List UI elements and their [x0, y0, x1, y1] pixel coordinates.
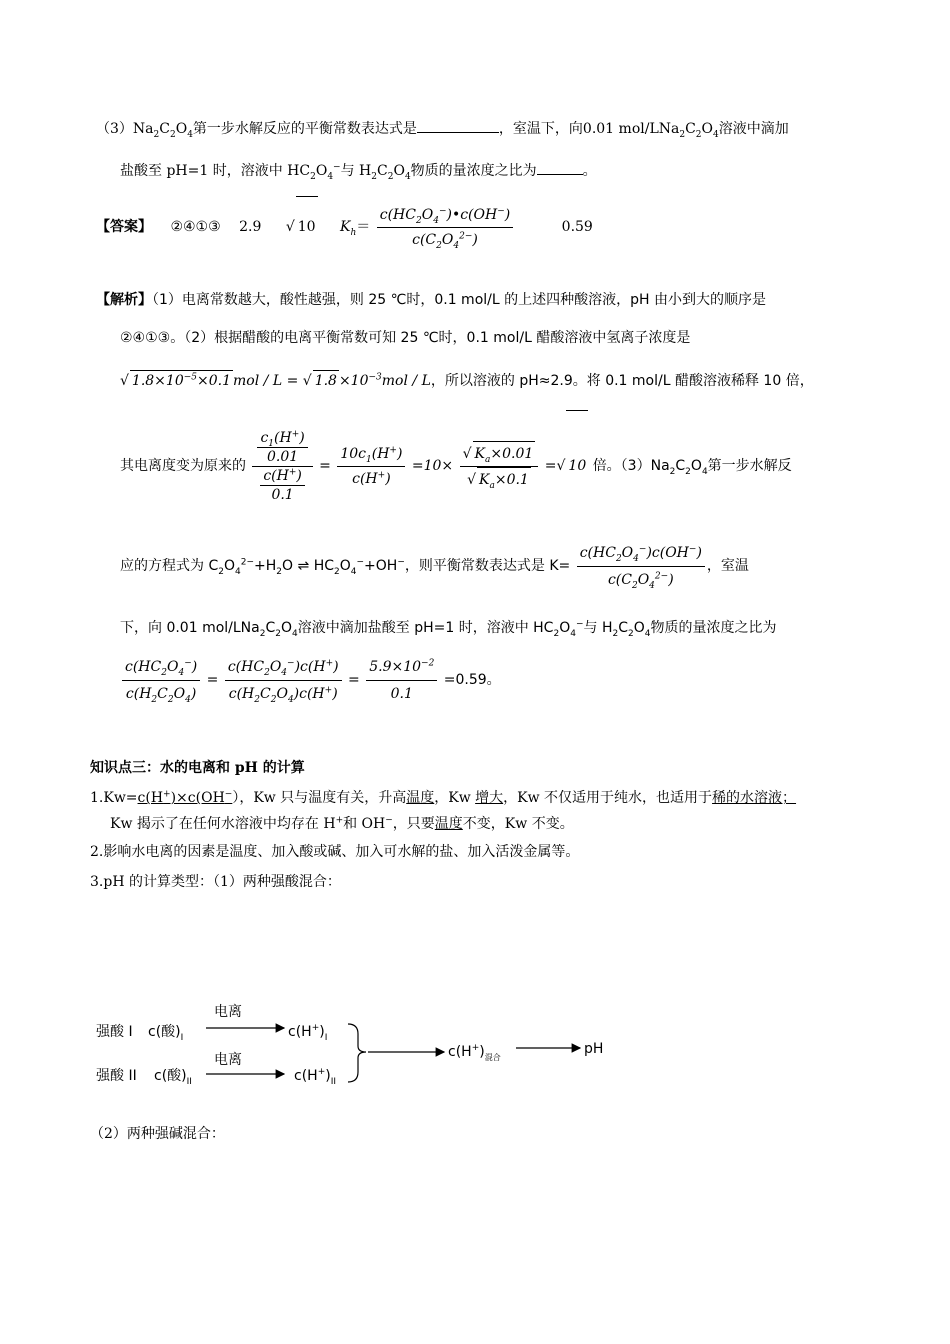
analysis-line2: ②④①③。（2）根据醋酸的电离平衡常数可知 25 ℃时，0.1 mol/L 醋酸溶液中氢离子浓度是 — [120, 330, 691, 346]
acid-mixing-diagram — [96, 996, 636, 1096]
ionize-label-1: 电离 — [214, 1004, 242, 1020]
section-item1-line2: Kw 揭示了在任何水溶液中均存在 H+和 OH−，只要温度不变，Kw 不变。 — [110, 815, 574, 832]
answer-blank — [537, 160, 583, 175]
acid2-conc: c(酸)$_{II}$ — [154, 1068, 192, 1087]
answer-ratio: 0.59 — [561, 219, 593, 235]
analysis-line6: 下，向 0.01 mol/$LNa_2C_2O_4$溶液中滴加盐酸至 pH=1 时，溶液中 $HC_2O_4^-$与 $H_2C_2O_4$物质的量浓度之比为 — [120, 619, 777, 639]
answer-line: 【答案】 ②④①③ 2.9 √ 10 $K_h=$ $\frac{c(HC_2O_4^-)•c(OH^-)}{c(C_2O_4^{2-})}$ 0.59 — [96, 196, 593, 256]
section-item3: 3.pH 的计算类型：（1）两种强酸混合： — [90, 874, 341, 890]
acid1-label: 强酸 I — [96, 1024, 133, 1040]
acid2-label: 强酸 II — [96, 1068, 137, 1084]
ionize-label-2: 电离 — [214, 1052, 242, 1068]
h-conc-1: $c(H^+)_I$ — [288, 1023, 328, 1043]
degree-fraction: $\frac{\frac{c_1(H^+)}{0.01}}{\frac{c(H^+)}{0.1}}$ — [252, 429, 312, 504]
h-conc-2: $c(H^+)_{II}$ — [294, 1067, 337, 1087]
h-conc-mix: $c(H^+)_{混合}$ — [448, 1043, 501, 1062]
ph-label: pH — [584, 1041, 604, 1057]
merge-brace — [348, 1024, 366, 1082]
answer-k-fraction: $\frac{c(HC_2O_4^-)•c(OH^-)}{c(C_2O_4^{2-})}$ — [377, 203, 513, 252]
answer-order: ②④①③ — [170, 219, 221, 235]
analysis-line7: $\frac{c(HC_2O_4^-)}{c(H_2C_2O_4)}$ = $\frac{c(HC_2O_4^-)c(H^+)}{c(H_2C_2O_4)c(H^+)}$ = $\frac{5.9\times 10^{-2}}{0.1}$ =0.59。 — [120, 648, 501, 712]
base-mix-title: （2）两种强碱混合： — [90, 1126, 225, 1142]
answer-k-label: $K_h$ — [340, 219, 357, 238]
q3-line2: 盐酸至 pH=1 时，溶液中 $HC_2O_4^-$与 $H_2C_2O_4$物质的量浓度之比为 。 — [120, 160, 597, 181]
q3-line1: $(3)Na_2C_2O_4$第一步水解反应的平衡常数表达式是 ，室温下，向0.01 mol/$LNa_2C_2O_4$溶液中滴加 — [96, 118, 789, 139]
answer-label: 【答案】 — [96, 219, 152, 235]
analysis-line5: 应的方程式为 $C_2O_4^{2-}+H_2O$ ⇌ $HC_2O_4^-+OH^-$，则平衡常数表达式是 K= $\frac{c(HC_2O_4^-)c(OH^-)}{c(C_2O_4^{2-})}$ ，室温 — [120, 534, 749, 598]
answer-ph: 2.9 — [239, 219, 262, 235]
sqrt-expression: √ $1.8\times 10^{-5}\times 0.1$ mol / L = √ $1.8 \times 10^{-3}mol / L$ — [120, 373, 431, 389]
answer-blank — [417, 118, 499, 133]
section-title: 知识点三：水的电离和 pH 的计算 — [90, 760, 305, 776]
section-item1-line1: 1.Kw=c(H+)×c(OH−），Kw 只与温度有关，升高温度，Kw 增大，Kw 不仅适用于纯水，也适用于稀的水溶液； — [90, 789, 797, 806]
acid1-conc: c(酸)$_I$ — [148, 1024, 184, 1043]
answer-sqrt: √ 10 — [286, 219, 318, 235]
analysis-label: 【解析】 — [96, 292, 152, 308]
analysis-line1: 【解析】（1）电离常数越大，酸性越强，则 25 ℃时，0.1 mol/L 的上述四种酸溶液，pH 由小到大的顺序是 — [96, 292, 766, 308]
analysis-line4: 其电离度变为原来的 $\frac{\frac{c_1(H^+)}{0.01}}{\frac{c(H^+)}{0.1}}$ = $\frac{10c_1(H^+)}{c(H^+)}$ =10× $\frac{√ K_a\times 0.01}{√ K_a\times 0.1}$ =√ 10 倍。$(3)Na_2C_2O_4$第一步水解反 — [120, 410, 792, 520]
analysis-line3: √ $1.8\times 10^{-5}\times 0.1$ mol / L = √ $1.8 \times 10^{-3}mol / L$，所以溶液的 pH≈2.9。将 0.1 mol/L 醋酸溶液稀释 10 倍， — [120, 370, 814, 391]
section-item2: 2.影响水电离的因素是温度、加入酸或碱、加入可水解的盐、加入活泼金属等。 — [90, 844, 580, 860]
equilibrium-arrow: ⇌ — [297, 558, 310, 574]
